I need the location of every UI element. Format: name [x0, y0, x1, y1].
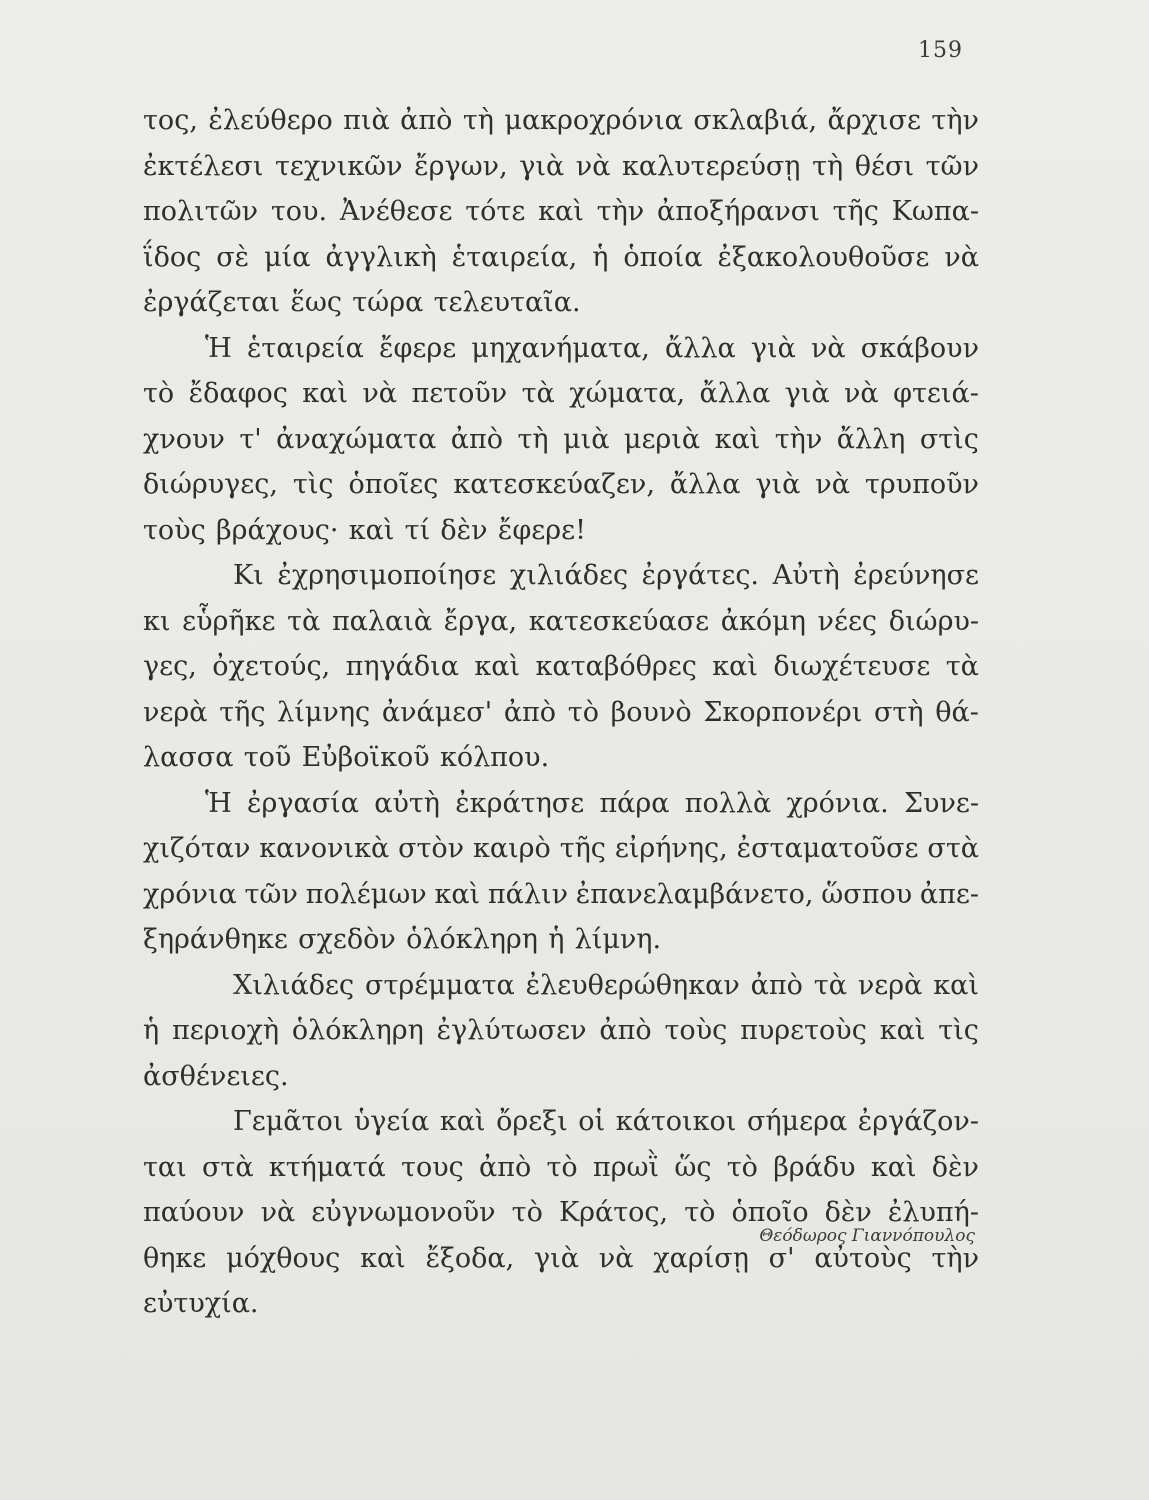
- text-line: πολιτῶν του. Ἀνέθεσε τότε καὶ τὴν ἀποξήρανσι τῆς Κωπα-: [143, 196, 979, 227]
- text-line: θηκε μόχθους καὶ ἔξοδα, γιὰ νὰ χαρίσῃ σ' αὐτοὺς τὴν: [143, 1242, 979, 1274]
- text-line: χιζόταν κανονικὰ στὸν καιρὸ τῆς εἰρήνης, ἐσταματοῦσε στὰ: [143, 833, 979, 864]
- text-line: ται στὰ κτήματά τους ἀπὸ τὸ πρωῒ ὥς τὸ βράδυ καὶ δὲν: [143, 1151, 979, 1183]
- text-line: ἡ περιοχὴ ὁλόκληρη ἐγλύτωσεν ἀπὸ τοὺς πυρετοὺς καὶ τὶς: [143, 1015, 979, 1046]
- text-line: ἐκτέλεσι τεχνικῶν ἔργων, γιὰ νὰ καλυτερεύσῃ τὴ θέσι τῶν: [143, 150, 979, 182]
- author-signature: Θεόδωρος Γιαννόπουλος: [759, 1226, 975, 1246]
- text-line: κι εὗρῆκε τὰ παλαιὰ ἔργα, κατεσκεύασε ἀκόμη νέες διώρυ-: [143, 605, 979, 637]
- text-line: χνουν τ' ἀναχώματα ἀπὸ τὴ μιὰ μεριὰ καὶ τὴν ἄλλη στὶς: [143, 423, 979, 455]
- text-line: εὐτυχία.: [143, 1288, 259, 1319]
- text-line: παύουν νὰ εὐγνωμονοῦν τὸ Κράτος, τὸ ὁποῖο δὲν ἐλυπή-: [143, 1197, 979, 1228]
- text-line: γες, ὀχετούς, πηγάδια καὶ καταβόθρες καὶ διωχέτευσε τὰ: [143, 651, 979, 682]
- text-line: Γεμᾶτοι ὑγεία καὶ ὄρεξι οἱ κάτοικοι σήμερα ἐργάζον-: [233, 1106, 979, 1137]
- paragraph: [143, 98, 979, 326]
- text-line: Κι ἐχρησιμοποίησε χιλιάδες ἐργάτες. Αὐτὴ ἐρεύνησε: [233, 560, 979, 591]
- text-line: νερὰ τῆς λίμνης ἀνάμεσ' ἀπὸ τὸ βουνὸ Σκορπονέρι στὴ θά-: [143, 696, 979, 728]
- text-line: ἐργάζεται ἕως τώρα τελευταῖα.: [143, 287, 581, 318]
- text-line: Χιλιάδες στρέμματα ἐλευθερώθηκαν ἀπὸ τὰ νερὰ καὶ: [233, 969, 979, 1001]
- paragraph: [143, 963, 979, 1100]
- page-number: 159: [918, 38, 963, 63]
- text-line: ἀσθένειες.: [143, 1060, 289, 1092]
- paragraph: [143, 1099, 979, 1327]
- paragraph: [143, 326, 979, 554]
- body-text: [143, 98, 979, 1327]
- text-line: ΐδος σὲ μία ἀγγλικὴ ἑταιρεία, ἡ ὁποία ἐξακολουθοῦσε νὰ: [143, 241, 979, 273]
- text-line: Ἡ ἑταιρεία ἔφερε μηχανήματα, ἄλλα γιὰ νὰ σκάβουν: [205, 332, 979, 364]
- text-line: τοὺς βράχους· καὶ τί δὲν ἔφερε!: [143, 514, 586, 546]
- text-line: ξηράνθηκε σχεδὸν ὁλόκληρη ἡ λίμνη.: [143, 924, 662, 955]
- text-line: λασσα τοῦ Εὐβοϊκοῦ κόλπου.: [143, 742, 550, 773]
- text-line: διώρυγες, τὶς ὁποῖες κατεσκεύαζεν, ἄλλα γιὰ νὰ τρυποῦν: [143, 469, 979, 500]
- text-line: τος, ἐλεύθερο πιὰ ἀπὸ τὴ μακροχρόνια σκλαβιά, ἄρχισε τὴν: [143, 105, 979, 136]
- text-line: Ἡ ἐργασία αὐτὴ ἐκράτησε πάρα πολλὰ χρόνια. Συνε-: [205, 787, 979, 819]
- paragraph: [143, 553, 979, 781]
- text-line: χρόνια τῶν πολέμων καὶ πάλιν ἐπανελαμβάνετο, ὥσπου ἀπε-: [143, 878, 979, 910]
- text-line: τὸ ἔδαφος καὶ νὰ πετοῦν τὰ χώματα, ἄλλα γιὰ νὰ φτειά-: [143, 378, 979, 409]
- paragraph: [143, 781, 979, 963]
